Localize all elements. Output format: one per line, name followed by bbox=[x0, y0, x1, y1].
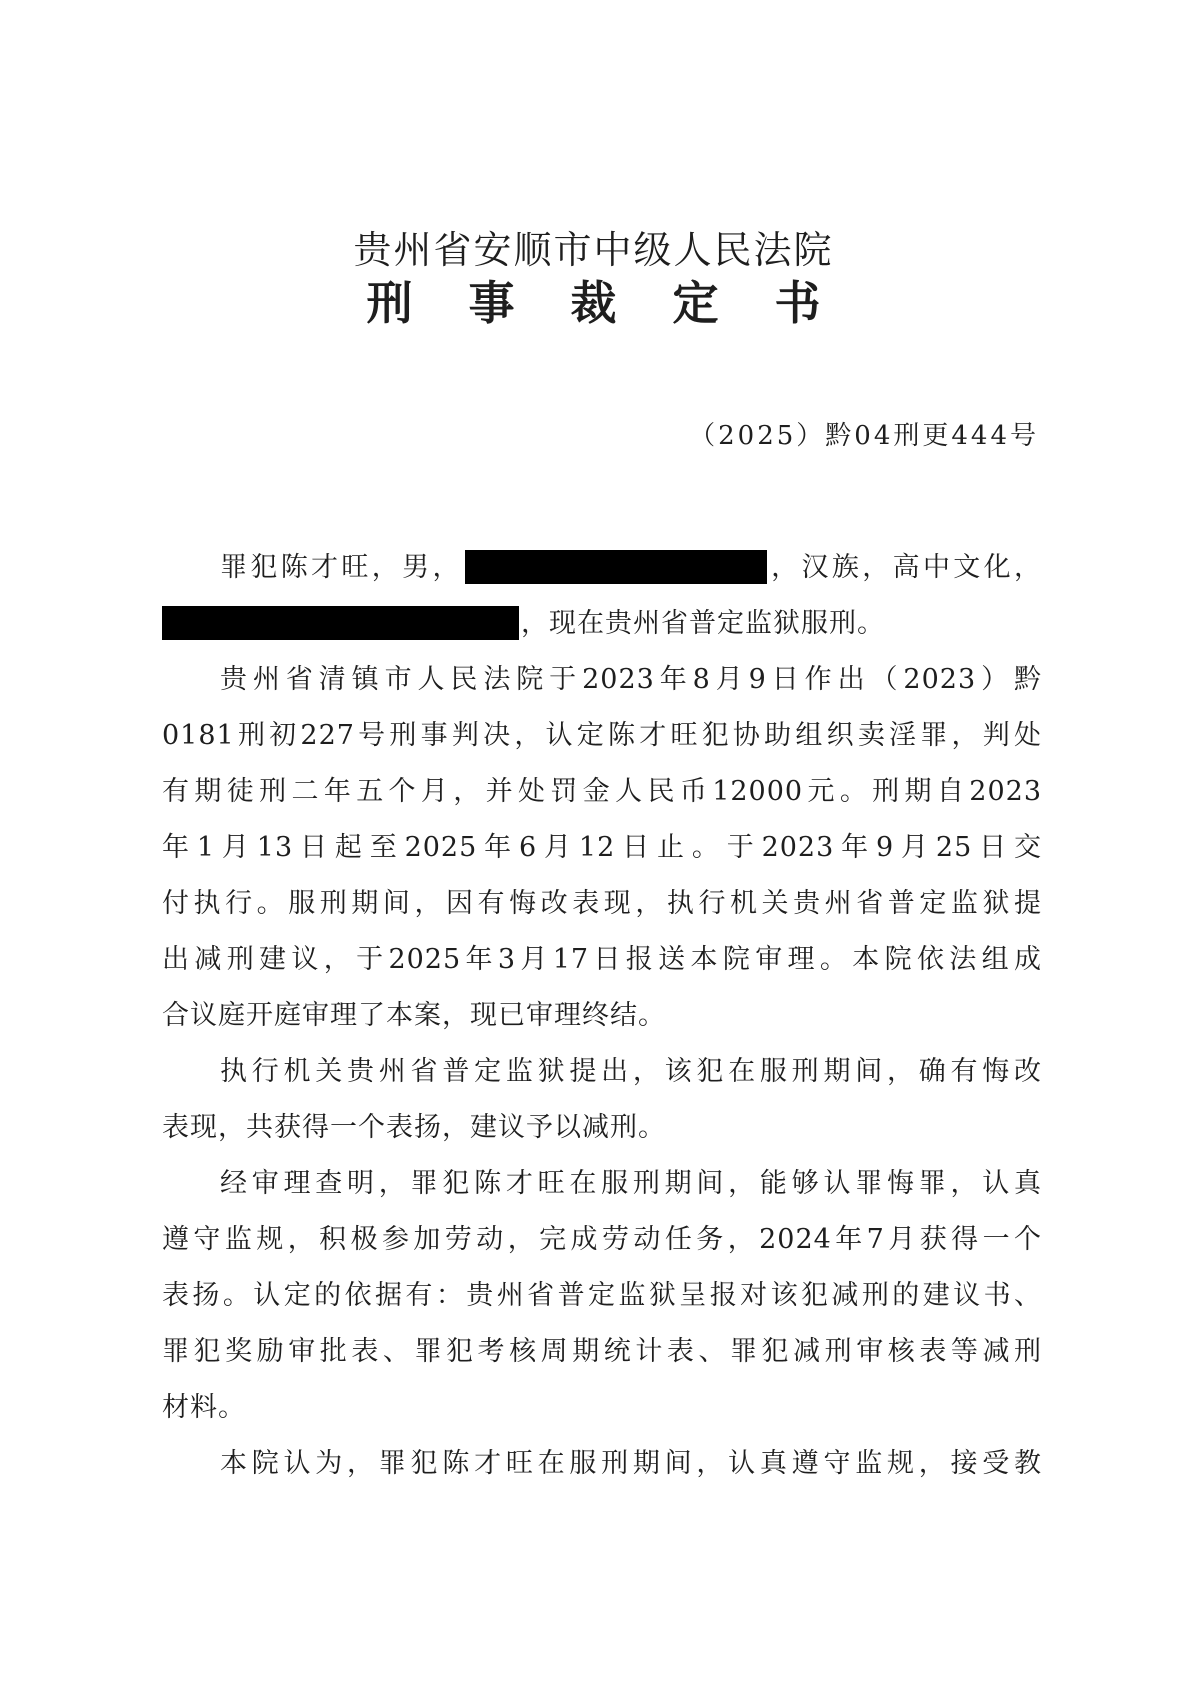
body-line: 罪犯奖励审批表、罪犯考核周期统计表、罪犯减刑审核表等减刑 bbox=[162, 1336, 1042, 1367]
case-number: （2025）黔04刑更444号 bbox=[689, 421, 1039, 451]
defendant-intro: 罪犯陈才旺，男， bbox=[220, 552, 463, 583]
title-char: 书 bbox=[774, 276, 821, 330]
document-title bbox=[0, 274, 1187, 332]
body-line: 年1月13日起至2025年6月12日止。于2023年9月25日交 bbox=[162, 832, 1042, 863]
body-line: 付执行。服刑期间，因有悔改表现，执行机关贵州省普定监狱提 bbox=[162, 888, 1042, 919]
title-char: 定 bbox=[672, 276, 719, 330]
court-name: 贵州省安顺市中级人民法院 bbox=[353, 228, 834, 272]
document-body bbox=[162, 540, 1042, 1492]
body-line: 出减刑建议，于2025年3月17日报送本院审理。本院依法组成 bbox=[162, 944, 1042, 975]
body-line: 表扬。认定的依据有：贵州省普定监狱呈报对该犯减刑的建议书、 bbox=[162, 1280, 1042, 1311]
title-char: 事 bbox=[468, 276, 515, 330]
title-char: 刑 bbox=[366, 276, 413, 330]
body-line bbox=[162, 596, 1042, 652]
defendant-custody: ，现在贵州省普定监狱服刑。 bbox=[521, 608, 885, 639]
body-line: 表现，共获得一个表扬，建议予以减刑。 bbox=[162, 1112, 666, 1143]
body-line: 合议庭开庭审理了本案，现已审理终结。 bbox=[162, 1000, 666, 1031]
redaction-block bbox=[465, 550, 767, 584]
defendant-ethnicity-education: ，汉族，高中文化， bbox=[768, 552, 1043, 583]
body-line: 本院认为，罪犯陈才旺在服刑期间，认真遵守监规，接受教 bbox=[220, 1448, 1042, 1479]
body-line bbox=[162, 540, 1042, 596]
title-char: 裁 bbox=[570, 276, 617, 330]
body-line: 遵守监规，积极参加劳动，完成劳动任务，2024年7月获得一个 bbox=[162, 1224, 1042, 1255]
body-line: 材料。 bbox=[162, 1392, 246, 1423]
redaction-block bbox=[162, 606, 519, 640]
body-line: 执行机关贵州省普定监狱提出，该犯在服刑期间，确有悔改 bbox=[220, 1056, 1042, 1087]
body-line: 贵州省清镇市人民法院于2023年8月9日作出（2023）黔 bbox=[220, 664, 1042, 695]
body-line: 0181刑初227号刑事判决，认定陈才旺犯协助组织卖淫罪，判处 bbox=[162, 720, 1042, 751]
body-line: 经审理查明，罪犯陈才旺在服刑期间，能够认罪悔罪，认真 bbox=[220, 1168, 1042, 1199]
body-line: 有期徒刑二年五个月，并处罚金人民币12000元。刑期自2023 bbox=[162, 776, 1042, 807]
